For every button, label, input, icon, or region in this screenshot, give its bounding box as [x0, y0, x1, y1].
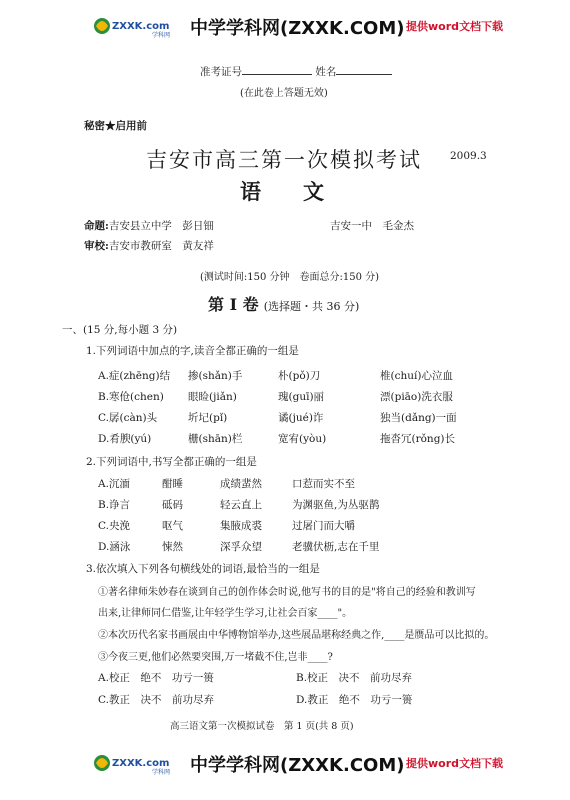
time-score-note: (测试时间:150 分钟 卷面总分:150 分): [200, 272, 380, 283]
q3-option-a: A.校正 绝不 功亏一篑: [98, 672, 214, 684]
q2-a-1: A.沉湎: [98, 478, 130, 490]
setter-primary: 吉安县立中学 彭日钿: [108, 220, 214, 232]
exam-title: 吉安市高三第一次模拟考试: [146, 148, 422, 172]
q2-c-1: C.央浼: [98, 520, 130, 532]
q1-c-2: 圻圮(pǐ): [188, 412, 228, 424]
reviewer-line: [84, 238, 214, 253]
q2-c-4: 过屠门而大嚼: [292, 520, 355, 532]
site-name[interactable]: 中学学科网(ZXXK.COM): [190, 18, 405, 39]
q1-c-4: 独当(dǎng)一面: [380, 412, 457, 424]
q1-b-3: 瑰(guī)丽: [278, 391, 325, 403]
section-title: 第 I 卷: [208, 295, 259, 314]
reviewer-name: 吉安市教研室 黄友祥: [108, 240, 214, 252]
q1-a-3: 朴(pǒ)刀: [278, 370, 321, 382]
name-label: 姓名: [315, 66, 337, 78]
q2-b-1: B.诤言: [98, 499, 131, 511]
q3-option-d: D.教正 绝不 功亏一篑: [296, 694, 413, 706]
q1-d-3: 宽宥(yòu): [278, 433, 327, 445]
q1-a-1: A.症(zhēng)结: [98, 370, 171, 382]
q3-sentence-2: ②本次历代名家书画展由中华博物馆举办,这些展品堪称经典之作,____是赝品可以比拟的。: [98, 630, 495, 641]
q2-b-2: 砥码: [162, 499, 183, 511]
svg-text:ZXXK.com: ZXXK.com: [112, 21, 170, 32]
bottom-banner: [0, 743, 570, 783]
q3-option-b: B.校正 决不 前功尽弃: [296, 672, 413, 684]
q1-b-4: 漂(piāo)洗衣服: [380, 391, 453, 403]
q1-stem: 1.下列词语中加点的字,读音全都正确的一组是: [86, 345, 299, 357]
q1-b-1: B.寒伧(chen): [98, 391, 164, 403]
q2-a-2: 酣睡: [162, 478, 183, 490]
subject-title: 语 文: [240, 179, 324, 204]
section-heading: [208, 292, 359, 315]
name-blank: [336, 74, 392, 75]
q1-c-1: C.孱(càn)头: [98, 412, 158, 424]
svg-text:ZXXK.com: ZXXK.com: [112, 758, 170, 769]
q1-c-3: 谲(jué)诈: [278, 412, 324, 424]
exam-date: 2009.3: [450, 150, 487, 162]
download-promo-bottom[interactable]: 提供word文档下载: [406, 757, 504, 770]
part-one-heading: 一、(15 分,每小题 3 分): [62, 324, 178, 336]
q1-d-2: 栅(shān)栏: [188, 433, 243, 445]
q2-c-3: 集腋成裘: [220, 520, 262, 532]
q1-b-2: 眼睑(jiǎn): [188, 391, 237, 403]
setter-label: 命题:: [84, 220, 109, 232]
q2-a-3: 成绩蜚然: [220, 478, 262, 490]
setter-secondary: 吉安一中 毛金杰: [330, 220, 414, 232]
q2-b-4: 为渊驱鱼,为丛驱鹊: [292, 499, 380, 511]
q3-sentence-1a: ①著名律师朱妙春在谈到自己的创作体会时说,他写书的目的是"将自己的经验和教训写: [98, 587, 476, 598]
q3-sentence-3: ③今夜三更,他们必然要突围,万一堵截不住,岂非____?: [98, 652, 333, 663]
q2-d-3: 深孚众望: [220, 541, 262, 553]
q1-d-4: 拖沓冗(rǒng)长: [380, 433, 456, 445]
confidential-mark: 秘密★启用前: [84, 120, 147, 132]
top-banner: [0, 6, 570, 46]
q2-d-1: D.涵泳: [98, 541, 131, 553]
q1-a-2: 掺(shǎn)手: [188, 370, 243, 382]
zxxk-logo: [92, 12, 172, 40]
q2-a-4: 口惹而实不至: [292, 478, 355, 490]
q3-sentence-1b: 出来,让律师同仁借鉴,让年轻学生学习,让社会百家____"。: [98, 608, 353, 619]
reviewer-label: 审校:: [84, 240, 109, 252]
setter-line: [84, 218, 214, 233]
q1-a-4: 椎(chuí)心泣血: [380, 370, 453, 382]
invalid-answer-notice: (在此卷上答题无效): [240, 88, 328, 99]
q3-option-c: C.教正 决不 前功尽弃: [98, 694, 214, 706]
candidate-fields: [200, 64, 392, 79]
q3-stem: 3.依次填入下列各句横线处的词语,最恰当的一组是: [86, 563, 320, 575]
candidate-number-label: 准考证号: [200, 66, 242, 78]
q1-d-1: D.肴腴(yú): [98, 433, 152, 445]
svg-text:学科网: 学科网: [152, 769, 171, 776]
q2-stem: 2.下列词语中,书写全都正确的一组是: [86, 456, 257, 468]
q2-d-4: 老骥伏枥,志在千里: [292, 541, 380, 553]
q2-b-3: 轻云直上: [220, 499, 262, 511]
q2-d-2: 悚然: [162, 541, 183, 553]
section-note: (选择题・共 36 分): [263, 300, 360, 313]
download-promo[interactable]: 提供word文档下载: [406, 20, 504, 33]
svg-text:学科网: 学科网: [152, 32, 171, 39]
site-name-bottom[interactable]: 中学学科网(ZXXK.COM): [190, 755, 405, 776]
q2-c-2: 呕气: [162, 520, 183, 532]
zxxk-logo-bottom: [92, 749, 172, 777]
page-footer: 高三语文第一次模拟试卷 第 1 页(共 8 页): [170, 721, 354, 732]
candidate-number-blank: [242, 74, 312, 75]
